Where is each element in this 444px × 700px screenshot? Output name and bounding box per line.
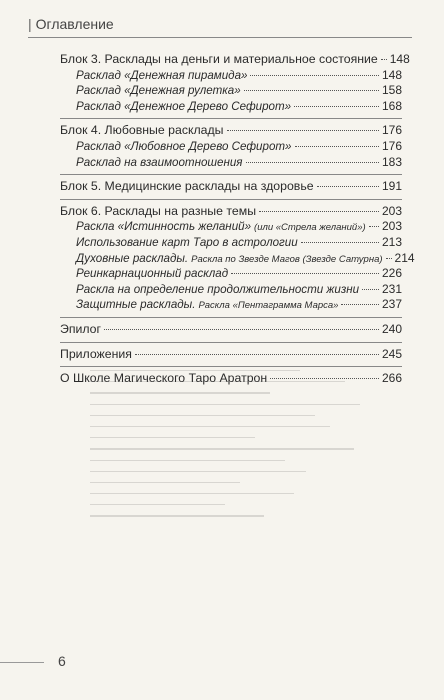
dot-leader	[341, 304, 379, 305]
toc-entry-page: 245	[381, 346, 402, 361]
toc-entry	[60, 250, 415, 267]
table-of-contents	[60, 52, 415, 387]
toc-entry	[60, 52, 410, 68]
dot-leader	[301, 242, 379, 243]
section-separator	[60, 317, 402, 318]
dot-leader	[381, 59, 387, 60]
toc-entry-page: 231	[381, 281, 402, 296]
dot-leader	[362, 289, 379, 290]
toc-entry	[60, 68, 402, 84]
header-title: Оглавление	[35, 16, 114, 32]
toc-entry-page: 176	[381, 138, 402, 153]
toc-entry-title: Расклад «Денежная рулетка»	[76, 84, 241, 98]
toc-entry-subtitle: (или «Стрела желаний»)	[254, 222, 366, 234]
section-separator	[60, 199, 402, 200]
toc-entry	[60, 322, 402, 338]
page-number: 6	[58, 653, 66, 669]
toc-entry	[60, 266, 402, 282]
toc-entry	[60, 204, 402, 220]
dot-leader	[244, 90, 379, 91]
running-header	[28, 16, 114, 32]
dot-leader	[246, 162, 379, 163]
footer-rule	[0, 662, 44, 663]
toc-entry	[60, 99, 402, 115]
dot-leader	[317, 186, 379, 187]
toc-entry	[60, 297, 402, 313]
dot-leader	[295, 146, 379, 147]
toc-entry-title: Реинкарнационный расклад	[76, 267, 229, 281]
toc-entry-page: 237	[381, 297, 402, 312]
toc-entry-subtitle: Раскла по Звезде Магов (Звезде Сатурна)	[191, 253, 383, 265]
toc-entry-title: О Школе Магического Таро Аратрон	[60, 371, 268, 386]
dot-leader	[104, 329, 379, 330]
toc-entry-page: 176	[381, 123, 402, 138]
toc-entry-title: Расклад «Денежная пирамида»	[76, 68, 248, 82]
toc-entry-title: Блок 4. Любовные расклады	[60, 123, 224, 138]
toc-entry-title: Защитные расклады.	[76, 298, 196, 312]
toc-entry-page: 213	[381, 234, 402, 249]
toc-entry-title: Блок 3. Расклады на деньги и материальное состояние	[60, 52, 378, 66]
dot-leader	[369, 226, 379, 227]
header-rule	[28, 37, 412, 38]
toc-entry-page: 148	[381, 67, 402, 82]
toc-entry-title: Раскла на определение продолжительности жизни	[76, 282, 360, 296]
toc-entry	[60, 123, 402, 139]
toc-entry-title: Блок 5. Медицинские расклады на здоровье	[60, 179, 314, 194]
toc-entry-title: Расклад «Денежное Дерево Сефирот»	[76, 99, 292, 113]
dot-leader	[259, 211, 379, 212]
toc-entry	[60, 83, 402, 99]
header-bar: |	[28, 16, 32, 32]
toc-entry-page: 183	[381, 154, 402, 169]
dot-leader	[135, 354, 379, 355]
toc-entry-page: 226	[381, 266, 402, 281]
toc-entry-page: 203	[381, 219, 402, 234]
toc-entry	[60, 235, 402, 251]
toc-entry	[60, 155, 402, 171]
dot-leader	[231, 273, 379, 274]
toc-entry-title: Расклад на взаимоотношения	[76, 155, 243, 169]
toc-entry-page: 203	[381, 203, 402, 218]
toc-entry-page: 191	[381, 179, 402, 194]
toc-entry-page: 266	[381, 371, 402, 386]
toc-entry	[60, 282, 402, 298]
toc-entry-page: 214	[394, 250, 415, 265]
toc-entry	[60, 179, 402, 195]
toc-entry	[60, 139, 402, 155]
toc-entry	[60, 219, 402, 235]
toc-entry-title: Блок 6. Расклады на разные темы	[60, 203, 257, 218]
dot-leader	[386, 258, 392, 259]
toc-entry-title: Раскла «Истинность желаний»	[76, 220, 252, 234]
toc-entry-page: 168	[381, 98, 402, 113]
bleed-through-text	[90, 360, 390, 640]
toc-entry-title: Расклад «Любовное Дерево Сефирот»	[76, 139, 292, 153]
dot-leader	[250, 75, 379, 76]
toc-entry-title: Эпилог	[60, 321, 102, 336]
dot-leader	[294, 106, 379, 107]
toc-entry-title: Использование карт Таро в астрологии	[76, 235, 298, 249]
toc-entry-title: Приложения	[60, 346, 132, 361]
section-separator	[60, 118, 402, 119]
toc-entry-page: 148	[389, 52, 410, 66]
section-separator	[60, 342, 402, 343]
toc-entry-page: 240	[381, 321, 402, 336]
toc-entry-page: 158	[381, 83, 402, 98]
toc-entry-title: Духовные расклады.	[76, 251, 189, 265]
toc-entry-subtitle: Раскла «Пентаграмма Марса»	[198, 300, 339, 312]
dot-leader	[227, 130, 379, 131]
section-separator	[60, 174, 402, 175]
